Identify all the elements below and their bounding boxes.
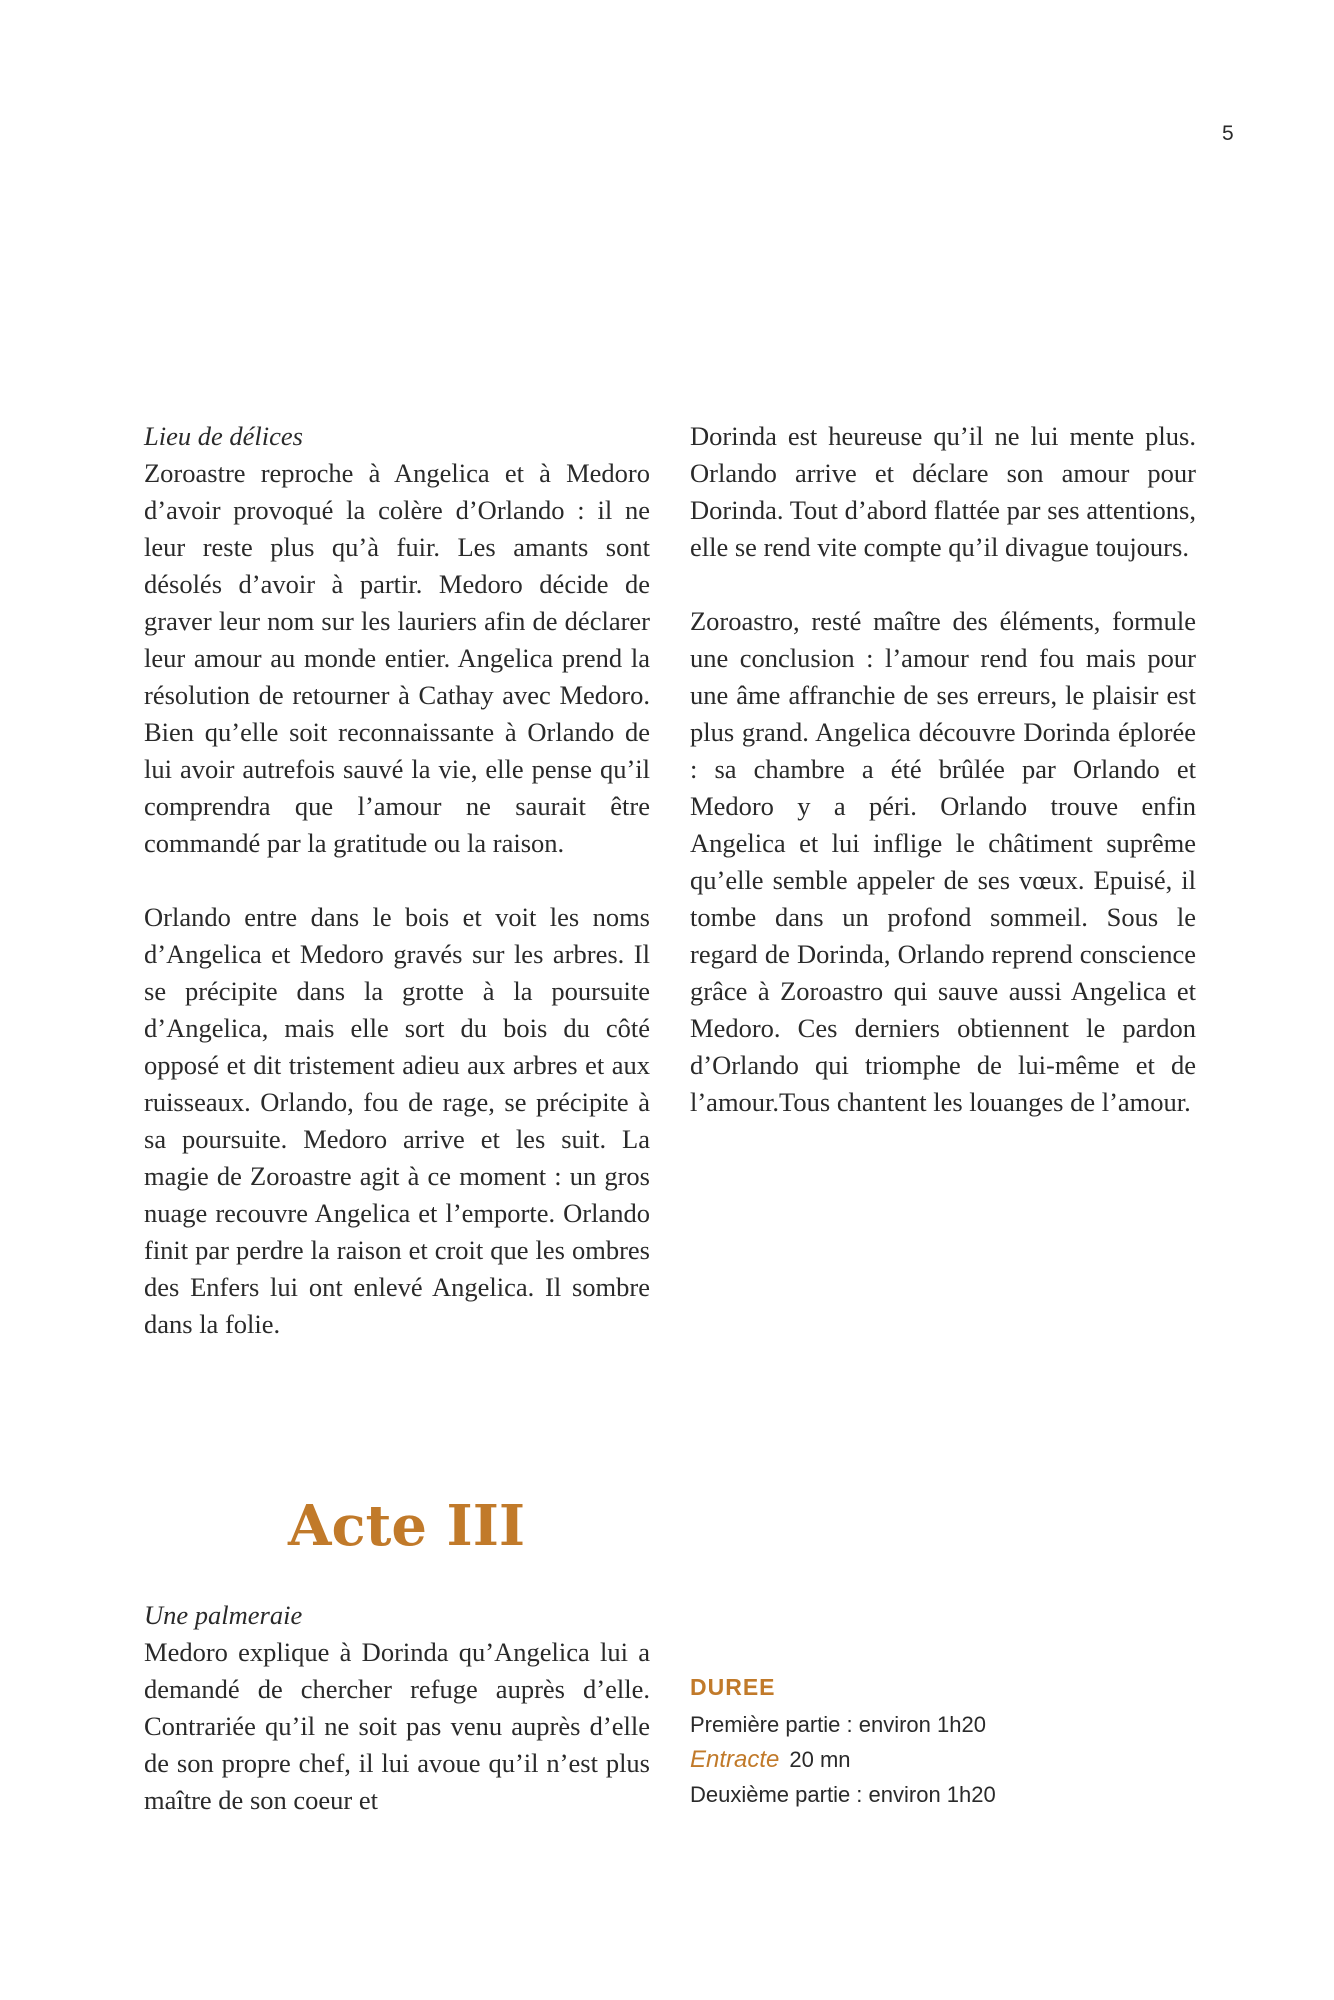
intermission-value: 20 mn xyxy=(789,1747,851,1772)
duration-intermission xyxy=(690,1742,1196,1777)
duration-title: DUREE xyxy=(690,1674,776,1700)
synopsis-paragraph: Orlando entre dans le bois et voit les noms d’Angelica et Medoro gravés sur les arbres. Il se précipite dans la grotte à la poursuite d’Angelica, mais elle sort du bois du côté opposé et dit tristement adieu aux arbres et aux ruisseaux. Orlando, fou de rage, se précipite à sa poursuite. Medoro arrive et les suit. La magie de Zoroastre agit à ce moment : un gros nuage recouvre Angelica et l’emporte. Orlando finit par perdre la raison et croit que les ombres des Enfers lui ont enlevé Angelica. Il sombre dans la folie. xyxy=(144,902,650,1339)
page-number: 5 xyxy=(1222,122,1234,145)
act-heading: Acte III xyxy=(288,1493,526,1559)
duration-part-one: Première partie : environ 1h20 xyxy=(690,1712,986,1737)
left-column-top xyxy=(144,418,650,1343)
synopsis-paragraph: Dorinda est heureuse qu’il ne lui mente plus. Orlando arrive et déclare son amour pour Dorinda. Tout d’abord flattée par ses attentions, elle se rend vite compte qu’il divague toujours. xyxy=(690,421,1196,562)
scene-title-une-palmeraie: Une palmeraie xyxy=(144,1600,303,1630)
left-column-bottom xyxy=(144,1597,650,1819)
synopsis-paragraph: Zoroastre reproche à Angelica et à Medoro d’avoir provoqué la colère d’Orlando : il ne leur reste plus qu’à fuir. Les amants sont désolés d’avoir à partir. Medoro décide de graver leur nom sur les lauriers afin de déclarer leur amour au monde entier. Angelica prend la résolution de retourner à Cathay avec Medoro. Bien qu’elle soit reconnaissante à Orlando de lui avoir autrefois sauvé la vie, elle pense qu’il comprendra que l’amour ne saurait être commandé par la gratitude ou la raison. xyxy=(144,458,650,858)
scene-title-lieu-de-delices: Lieu de délices xyxy=(144,421,303,451)
right-column-top xyxy=(690,418,1196,1121)
duration-block xyxy=(690,1674,1196,1812)
synopsis-paragraph: Medoro explique à Dorinda qu’Angelica lui a demandé de chercher refuge auprès d’elle. Contrariée qu’il ne soit pas venu auprès d’elle de son propre chef, il lui avoue qu’il n’est plus maître de son coeur et xyxy=(144,1637,650,1815)
intermission-label: Entracte xyxy=(690,1746,780,1773)
duration-part-two: Deuxième partie : environ 1h20 xyxy=(690,1782,996,1807)
synopsis-paragraph: Zoroastro, resté maître des éléments, formule une conclusion : l’amour rend fou mais pour une âme affranchie de ses erreurs, le plaisir est plus grand. Angelica découvre Dorinda éplorée : sa chambre a été brûlée par Orlando et Medoro y a péri. Orlando trouve enfin Angelica et lui inflige le châtiment suprême qu’elle semble appeler de ses vœux. Epuisé, il tombe dans un profond sommeil. Sous le regard de Dorinda, Orlando reprend conscience grâce à Zoroastro qui sauve aussi Angelica et Medoro. Ces derniers obtiennent le pardon d’Orlando qui triomphe de lui-même et de l’amour.Tous chantent les louanges de l’amour. xyxy=(690,606,1196,1117)
